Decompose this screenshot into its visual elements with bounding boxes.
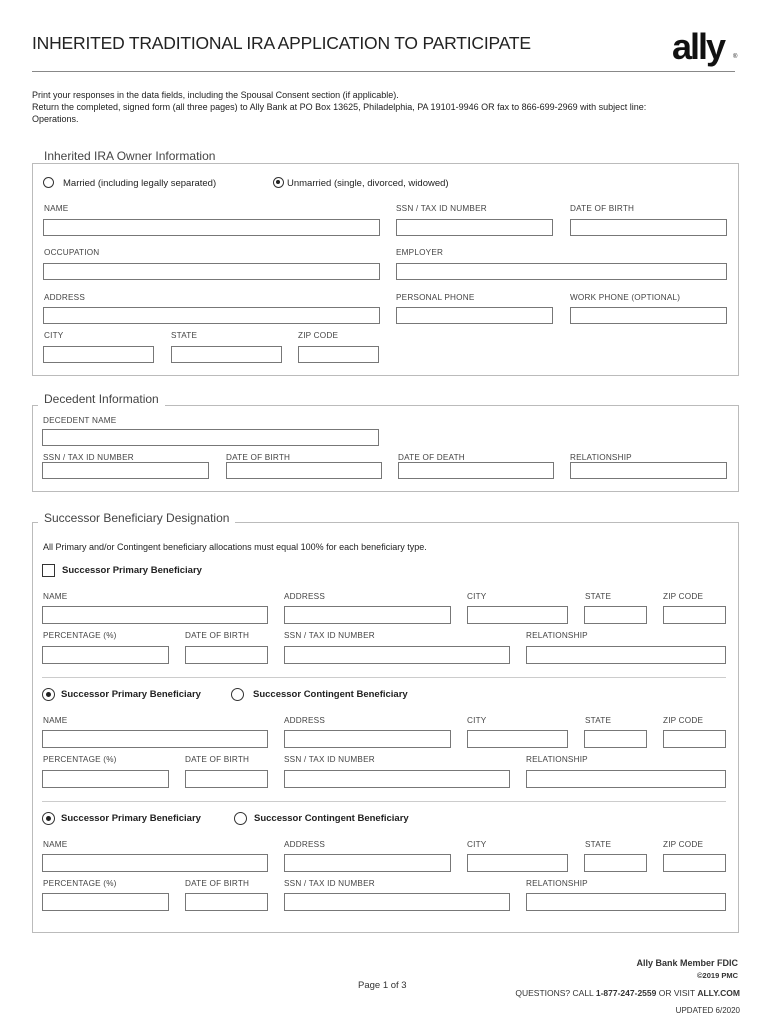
owner-name-label: NAME [44, 204, 69, 213]
decedent-name-label: DECEDENT NAME [43, 416, 117, 425]
ben1-percentage-label: PERCENTAGE (%) [43, 631, 117, 640]
member-fdic: Ally Bank Member FDIC [636, 958, 738, 968]
ben3-contingent-label: Successor Contingent Beneficiary [254, 813, 409, 824]
ben3-relationship-label: RELATIONSHIP [526, 879, 588, 888]
ben2-ssn-label: SSN / TAX ID NUMBER [284, 755, 375, 764]
ben1-state-field[interactable] [584, 606, 647, 624]
ben1-name-field[interactable] [42, 606, 268, 624]
ben1-state-label: STATE [585, 592, 612, 601]
owner-name-field[interactable] [43, 219, 380, 236]
ben3-city-label: CITY [467, 840, 487, 849]
unmarried-radio[interactable] [273, 177, 284, 188]
ben2-address-label: ADDRESS [284, 716, 325, 725]
owner-ssn-field[interactable] [396, 219, 553, 236]
ben2-zip-label: ZIP CODE [663, 716, 704, 725]
ben2-zip-field[interactable] [663, 730, 726, 748]
ben3-dob-label: DATE OF BIRTH [185, 879, 250, 888]
intro-line-2: Return the completed, signed form (all three pages) to Ally Bank at PO Box 13625, Philadelphia, PA 19101-9946 OR fax to 866-699-2969 with subject line: [32, 102, 647, 112]
decedent-dob-field[interactable] [226, 462, 382, 479]
ben3-ssn-field[interactable] [284, 893, 510, 911]
ben1-zip-field[interactable] [663, 606, 726, 624]
ben2-contingent-radio[interactable] [231, 688, 244, 701]
ben3-zip-label: ZIP CODE [663, 840, 704, 849]
owner-zip-label: ZIP CODE [298, 331, 339, 340]
successor-note: All Primary and/or Contingent beneficiary allocations must equal 100% for each beneficiary type. [43, 542, 427, 552]
successor-legend: Successor Beneficiary Designation [38, 511, 235, 525]
owner-zip-field[interactable] [298, 346, 379, 363]
ben2-ssn-field[interactable] [284, 770, 510, 788]
or-visit: OR VISIT [658, 988, 695, 998]
ben1-dob-label: DATE OF BIRTH [185, 631, 250, 640]
updated-date: UPDATED 6/2020 [675, 1006, 740, 1015]
ben1-percentage-field[interactable] [42, 646, 169, 664]
owner-address-field[interactable] [43, 307, 380, 324]
ben2-primary-label: Successor Primary Beneficiary [61, 689, 201, 700]
ben2-dob-field[interactable] [185, 770, 268, 788]
owner-occupation-field[interactable] [43, 263, 380, 280]
ben1-zip-label: ZIP CODE [663, 592, 704, 601]
ben3-name-field[interactable] [42, 854, 268, 872]
decedent-dob-label: DATE OF BIRTH [226, 453, 291, 462]
ben2-percentage-field[interactable] [42, 770, 169, 788]
ben3-address-field[interactable] [284, 854, 451, 872]
questions-prefix: QUESTIONS? CALL [515, 988, 594, 998]
owner-occupation-label: OCCUPATION [44, 248, 100, 257]
ben2-city-label: CITY [467, 716, 487, 725]
ben1-address-field[interactable] [284, 606, 451, 624]
married-label: Married (including legally separated) [63, 178, 217, 189]
ben2-relationship-field[interactable] [526, 770, 726, 788]
ben3-name-label: NAME [43, 840, 68, 849]
ben2-state-field[interactable] [584, 730, 647, 748]
ben3-dob-field[interactable] [185, 893, 268, 911]
questions-line [515, 988, 740, 998]
decedent-relationship-label: RELATIONSHIP [570, 453, 632, 462]
owner-employer-label: EMPLOYER [396, 248, 444, 257]
owner-employer-field[interactable] [396, 263, 727, 280]
owner-work-phone-field[interactable] [570, 307, 727, 324]
decedent-ssn-field[interactable] [42, 462, 209, 479]
ben1-name-label: NAME [43, 592, 68, 601]
decedent-dod-label: DATE OF DEATH [398, 453, 465, 462]
decedent-relationship-field[interactable] [570, 462, 727, 479]
ben3-ssn-label: SSN / TAX ID NUMBER [284, 879, 375, 888]
ben2-city-field[interactable] [467, 730, 568, 748]
owner-personal-phone-field[interactable] [396, 307, 553, 324]
decedent-dod-field[interactable] [398, 462, 554, 479]
form-title: INHERITED TRADITIONAL IRA APPLICATION TO PARTICIPATE [32, 33, 531, 53]
owner-personal-phone-label: PERSONAL PHONE [396, 293, 475, 302]
owner-dob-field[interactable] [570, 219, 727, 236]
ben2-name-field[interactable] [42, 730, 268, 748]
ben1-city-label: CITY [467, 592, 487, 601]
ben3-percentage-field[interactable] [42, 893, 169, 911]
owner-address-label: ADDRESS [44, 293, 85, 302]
ben3-contingent-radio[interactable] [234, 812, 247, 825]
ben2-dob-label: DATE OF BIRTH [185, 755, 250, 764]
ben3-primary-radio[interactable] [42, 812, 55, 825]
ben2-state-label: STATE [585, 716, 612, 725]
ben2-relationship-label: RELATIONSHIP [526, 755, 588, 764]
ben3-address-label: ADDRESS [284, 840, 325, 849]
website-link[interactable]: ALLY.COM [697, 988, 740, 998]
phone-number: 1-877-247-2559 [595, 988, 657, 998]
owner-dob-label: DATE OF BIRTH [570, 204, 635, 213]
owner-state-field[interactable] [171, 346, 282, 363]
owner-ssn-label: SSN / TAX ID NUMBER [396, 204, 487, 213]
ben3-city-field[interactable] [467, 854, 568, 872]
ben2-percentage-label: PERCENTAGE (%) [43, 755, 117, 764]
ben1-ssn-field[interactable] [284, 646, 510, 664]
ben3-state-field[interactable] [584, 854, 647, 872]
ben3-primary-label: Successor Primary Beneficiary [61, 813, 201, 824]
decedent-name-field[interactable] [42, 429, 379, 446]
ben1-dob-field[interactable] [185, 646, 268, 664]
decedent-ssn-label: SSN / TAX ID NUMBER [43, 453, 134, 462]
married-radio[interactable] [43, 177, 54, 188]
intro-line-3: Operations. [32, 114, 79, 124]
unmarried-label: Unmarried (single, divorced, widowed) [287, 178, 449, 189]
ben1-city-field[interactable] [467, 606, 568, 624]
ben2-address-field[interactable] [284, 730, 451, 748]
intro-line-1: Print your responses in the data fields, including the Spousal Consent section (if applicable). [32, 90, 399, 100]
primary-beneficiary-label-1: Successor Primary Beneficiary [62, 565, 202, 576]
ben1-relationship-label: RELATIONSHIP [526, 631, 588, 640]
ben3-zip-field[interactable] [663, 854, 726, 872]
copyright: ©2019 PMC [697, 971, 738, 980]
beneficiary-divider-2 [42, 801, 726, 802]
decedent-legend: Decedent Information [38, 392, 165, 406]
ben2-primary-radio[interactable] [42, 688, 55, 701]
page-number: Page 1 of 3 [358, 980, 407, 991]
owner-legend: Inherited IRA Owner Information [38, 149, 221, 163]
ben1-relationship-field[interactable] [526, 646, 726, 664]
primary-beneficiary-checkbox[interactable] [42, 564, 55, 577]
owner-city-field[interactable] [43, 346, 154, 363]
ally-logo: ally [672, 26, 725, 67]
owner-work-phone-label: WORK PHONE (OPTIONAL) [570, 293, 681, 302]
ben3-state-label: STATE [585, 840, 612, 849]
ben1-address-label: ADDRESS [284, 592, 325, 601]
registered-mark-icon: ® [733, 54, 738, 60]
ben3-relationship-field[interactable] [526, 893, 726, 911]
header-divider [32, 71, 735, 72]
owner-state-label: STATE [171, 331, 198, 340]
ben1-ssn-label: SSN / TAX ID NUMBER [284, 631, 375, 640]
ben2-name-label: NAME [43, 716, 68, 725]
owner-city-label: CITY [44, 331, 64, 340]
ben3-percentage-label: PERCENTAGE (%) [43, 879, 117, 888]
beneficiary-divider-1 [42, 677, 726, 678]
ben2-contingent-label: Successor Contingent Beneficiary [253, 689, 408, 700]
